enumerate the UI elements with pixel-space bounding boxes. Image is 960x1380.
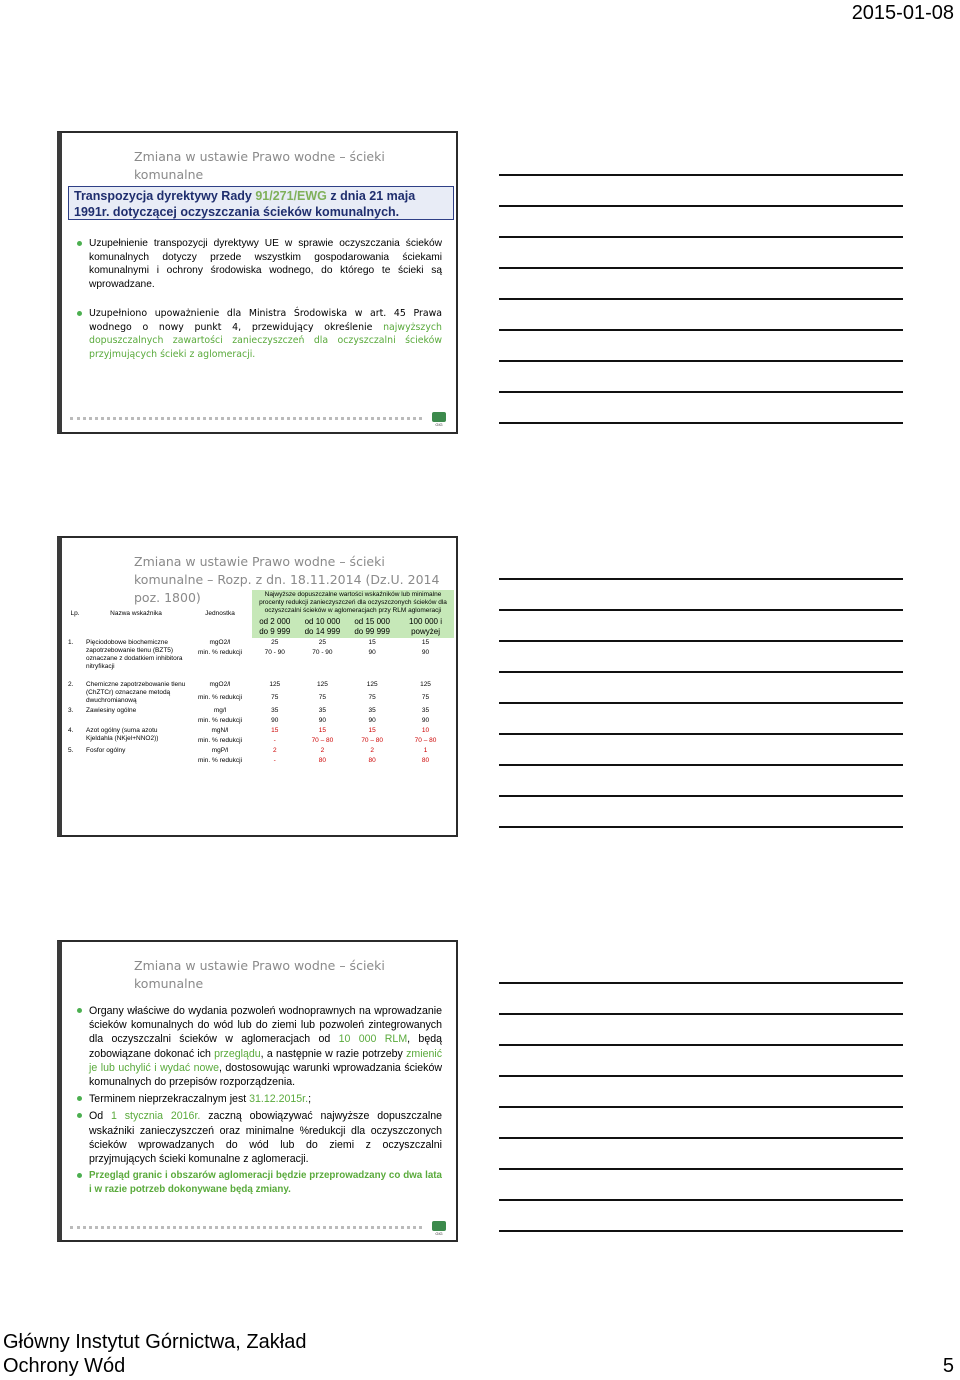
row-lp: 2. — [68, 681, 74, 688]
cell-value: 1 — [423, 747, 428, 754]
cell-value: 90 — [421, 649, 430, 656]
slide-title: Zmiana w ustawie Prawo wodne – ścieki komunalne — [134, 958, 385, 991]
cell-value: 25 — [318, 639, 327, 646]
cell-value: 90 — [318, 717, 327, 724]
row-unit: mgN/l — [211, 727, 229, 734]
cell-value: 2 — [272, 747, 277, 754]
table-row — [66, 746, 454, 756]
slide-title: Zmiana w ustawie Prawo wodne – ścieki komunalne — [134, 149, 385, 182]
row-unit: mgO2/l — [209, 639, 231, 646]
bullet-text: , a następnie w razie potrzeby — [260, 1047, 407, 1060]
bullet-highlight: 10 000 RLM — [338, 1033, 408, 1046]
notes-lines-2 — [499, 578, 903, 857]
row-unit: mgP/l — [211, 747, 229, 754]
bullet-item — [72, 307, 442, 361]
bullet-highlight: przeglądu — [214, 1047, 261, 1060]
cell-value: 15 — [368, 639, 376, 646]
bullet-text: , będą zobowiązane dokonać ich — [89, 1033, 443, 1060]
cell-value: 2 — [370, 747, 374, 754]
cell-value: 70 – 80 — [311, 737, 334, 744]
bullet-text: Organy właściwe do wydania pozwoleń wodnoprawnych na wprowadzanie ścieków komunalnych do wód lub do ziemi lub pozwoleń zintegrowanych dla oczyszczalni ścieków w aglomeracjach od — [89, 1005, 442, 1046]
header-lp: Lp. — [70, 610, 80, 617]
row-name: Azot ogólny (suma azotu Kjeldahla (NKjel+NNO2)) — [86, 727, 159, 742]
bullet-highlight: 31.12.2015r. — [249, 1093, 309, 1106]
footer-line: Główny Instytut Górnictwa, Zakład — [3, 1331, 307, 1353]
bullet-text: ; — [308, 1093, 312, 1106]
table-row — [66, 680, 454, 693]
notes-lines-3 — [499, 982, 903, 1261]
cell-value: 15 — [271, 727, 279, 734]
header-limits: Najwyższe dopuszczalne wartości wskaźników lub minimalne procenty redukcji zanieczyszczeń dla oczyszczonych ścieków dla oczyszczalni ścieków w aglomeracjach przy RLM aglomeracji — [252, 590, 454, 616]
cell-value: 70 – 80 — [414, 737, 437, 744]
row-unit: min. % redukcji — [197, 717, 243, 724]
cell-value: 75 — [368, 694, 376, 701]
cell-value: 75 — [318, 694, 327, 701]
cell-value: - — [273, 757, 276, 764]
footer — [3, 1330, 306, 1378]
row-unit: min. % redukcji — [197, 649, 243, 656]
row-unit: min. % redukcji — [197, 757, 243, 764]
cell-value: 90 — [271, 717, 279, 724]
row-name: Fosfor ogólny — [86, 747, 126, 754]
cell-value: 15 — [421, 639, 430, 646]
col-header: od 10 000 do 14 999 — [298, 616, 348, 638]
cell-value: 90 — [421, 717, 430, 724]
divider-dots — [70, 1226, 422, 1229]
cell-value: 25 — [271, 639, 279, 646]
cell-value: 125 — [420, 681, 431, 688]
cell-value: 75 — [421, 694, 430, 701]
bullet-highlight: zmienić je lub uchylić i wydać nowe — [89, 1047, 443, 1074]
directive-box — [68, 186, 454, 220]
col-header: od 2 000 do 9 999 — [252, 616, 298, 638]
table-row — [66, 726, 454, 736]
cell-value: 75 — [271, 694, 279, 701]
gig-logo-icon: GIG — [432, 412, 446, 430]
slide-1 — [57, 131, 458, 434]
col-header: od 15 000 do 99 999 — [347, 616, 397, 638]
cell-value: 35 — [271, 707, 279, 714]
bullet-text: Uzupełnienie transpozycji dyrektywy UE w sprawie oczyszczania ścieków komunalnych dotyczy przede wszystkim gospodarowania ściekami komunalnymi i ochrony środowiska wodnego, do którego te ścieki są wprowadzane. — [89, 238, 442, 290]
bullet-item — [72, 1169, 442, 1197]
cell-value: 35 — [318, 707, 327, 714]
table-row — [66, 638, 454, 648]
bullet-text: Terminem nieprzekraczalnym jest — [89, 1093, 250, 1106]
col-header: 100 000 i powyżej — [397, 616, 454, 638]
header-unit: Jednostka — [205, 610, 235, 617]
slide-title: Zmiana w ustawie Prawo wodne – ścieki komunalne – Rozp. z dn. 18.11.2014 (Dz.U. 2014 poz. 1800) — [134, 554, 440, 605]
cell-value: 15 — [318, 727, 327, 734]
row-name: Zawiesiny ogólne — [86, 707, 137, 714]
table-row — [66, 706, 454, 716]
bullet-item — [72, 237, 442, 291]
cell-value: 10 — [421, 727, 430, 734]
row-name: Chemiczne zapotrzebowanie tlenu (ChZTCr) oznaczane metodą dwuchromianową — [86, 681, 186, 704]
cell-value: 90 — [368, 649, 376, 656]
row-name: Pięciodobowe biochemiczne zapotrzebowanie tlenu (BZT5) oznaczane z dodatkiem inhibitora nitryfikacji — [86, 639, 183, 670]
row-lp: 3. — [68, 707, 74, 714]
row-unit: mgO2/l — [209, 681, 231, 688]
cell-value: 80 — [368, 757, 376, 764]
row-unit: min. % redukcji — [197, 737, 243, 744]
cell-value: 70 - 90 — [264, 649, 285, 656]
footer-line: Ochrony Wód — [3, 1355, 126, 1377]
bullet-text: Przegląd granic i obszarów aglomeracji będzie przeprowadzany co dwa lata i w razie potrzeb dokonywane będą zmiany. — [89, 1170, 442, 1196]
bullet-item — [72, 1109, 442, 1166]
cell-value: 70 - 90 — [312, 649, 333, 656]
bullet-text: zaczną obowiązywać najwyższe dopuszczalne wskaźniki zanieczyszczeń oraz minimalne %redukcji dla oczyszczonych ścieków wprowadzanych do wód lub do ziemi z oczyszczalni przyjmujących ścieki komunalne z aglomeracji. — [89, 1110, 443, 1166]
limits-table — [66, 590, 454, 766]
cell-value: 125 — [366, 681, 378, 688]
bullet-list — [72, 237, 442, 361]
row-lp: 1. — [68, 639, 74, 646]
directive-text-end: z dnia 21 maja 1991r. dotyczącej oczyszczania ścieków komunalnych. — [74, 189, 416, 219]
cell-value: 80 — [318, 757, 327, 764]
bullet-list — [72, 1004, 442, 1198]
header-name: Nazwa wskaźnika — [110, 610, 162, 617]
cell-value: 125 — [269, 681, 281, 688]
cell-value: 80 — [421, 757, 430, 764]
bullet-item — [72, 1092, 442, 1106]
cell-value: 15 — [368, 727, 376, 734]
bullet-text: Od — [89, 1110, 111, 1123]
directive-number: 91/271/EWG — [255, 189, 327, 203]
cell-value: 125 — [316, 681, 328, 688]
row-lp: 4. — [68, 727, 74, 734]
row-lp: 5. — [68, 747, 74, 754]
gig-logo-icon: GIG — [432, 1221, 446, 1239]
cell-value: 70 – 80 — [361, 737, 383, 744]
slide-3 — [57, 940, 458, 1242]
row-unit: min. % redukcji — [197, 694, 243, 701]
cell-value: 2 — [320, 747, 325, 754]
bullet-highlight: najwyższych dopuszczalnych zawartości zanieczyszczeń dla oczyszczalni ścieków przyjmujących ścieki z aglomeracji. — [89, 321, 442, 360]
bullet-text: Uzupełniono upoważnienie dla Ministra Środowiska w art. 45 Prawa wodnego o nowy punkt 4, przewidujący określenie — [89, 308, 442, 333]
cell-value: 35 — [421, 707, 430, 714]
divider-dots — [70, 417, 422, 420]
bullet-item — [72, 1004, 442, 1089]
bullet-highlight: 1 stycznia 2016r. — [111, 1110, 201, 1123]
bullet-text: , dostosowując warunki wprowadzania ścieków komunalnych do przepisów rozporządzenia. — [89, 1061, 442, 1089]
header-date: 2015-01-08 — [851, 2, 954, 24]
cell-value: 35 — [368, 707, 376, 714]
cell-value: 90 — [368, 717, 376, 724]
cell-value: - — [273, 737, 276, 744]
notes-lines-1 — [499, 174, 903, 453]
page-number: 5 — [942, 1355, 954, 1377]
slide-2 — [57, 536, 458, 837]
directive-text: Transpozycja dyrektywy Rady — [74, 189, 256, 203]
row-unit: mg/l — [213, 707, 227, 714]
